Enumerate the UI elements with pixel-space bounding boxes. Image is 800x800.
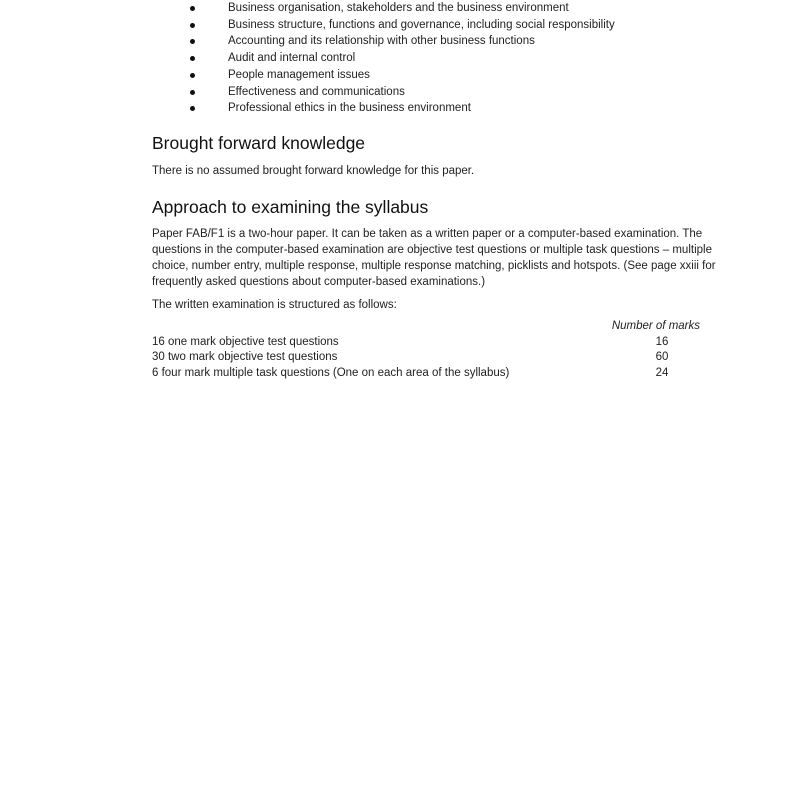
- structure-intro: The written examination is structured as follows:: [152, 299, 397, 311]
- marks-value: 16: [655, 335, 669, 348]
- list-item: [190, 100, 750, 117]
- list-item: [190, 50, 750, 67]
- description-column-header: [152, 319, 558, 335]
- bullet-icon: [190, 106, 195, 111]
- marks-value: 24: [655, 366, 669, 379]
- table-header-row: [152, 319, 712, 335]
- list-item-text: People management issues: [228, 68, 370, 81]
- question-description: 6 four mark multiple task questions (One on each area of the syllabus): [152, 366, 510, 379]
- list-item-text: Accounting and its relationship with other business functions: [228, 35, 535, 48]
- list-item-text: Business structure, functions and governance, including social responsibility: [228, 18, 615, 31]
- question-description: 16 one mark objective test questions: [152, 335, 339, 348]
- list-item-text: Professional ethics in the business environment: [228, 102, 471, 115]
- list-item-text: Audit and internal control: [228, 52, 356, 65]
- approach-heading: Approach to examining the syllabus: [152, 197, 429, 217]
- bullet-icon: [190, 6, 195, 11]
- bullet-icon: [190, 23, 195, 28]
- bullet-icon: [190, 90, 195, 95]
- marks-column-header: Number of marks: [611, 320, 700, 332]
- approach-paragraph: Paper FAB/F1 is a two-hour paper. It can be taken as a written paper or a computer-based examination. The questions in the computer-based examination are objective test questions or multiple task questions – multiple choice, number entry, multiple response, multiple response matching, picklists and hotspots. (See page xxiii for frequently asked questions about computer-based examinations.): [152, 228, 716, 288]
- list-item-text: Business organisation, stakeholders and the business environment: [228, 2, 569, 14]
- brought-forward-heading: Brought forward knowledge: [152, 133, 366, 153]
- table-row: [152, 335, 712, 351]
- list-item: [190, 84, 750, 101]
- marks-value: 60: [655, 351, 669, 363]
- list-item: [190, 0, 750, 17]
- bullet-icon: [190, 73, 195, 78]
- bullet-icon: [190, 39, 195, 44]
- list-item: [190, 67, 750, 84]
- table-row: [152, 350, 712, 366]
- exam-structure-table: [152, 319, 712, 381]
- list-item-text: Effectiveness and communications: [228, 85, 405, 98]
- list-item: [190, 17, 750, 34]
- bullet-icon: [190, 56, 195, 61]
- brought-forward-text: There is no assumed brought forward knowledge for this paper.: [152, 165, 475, 177]
- question-description: 30 two mark objective test questions: [152, 351, 338, 363]
- list-item: [190, 33, 750, 50]
- syllabus-areas-list: [190, 0, 750, 117]
- table-row: [152, 366, 712, 382]
